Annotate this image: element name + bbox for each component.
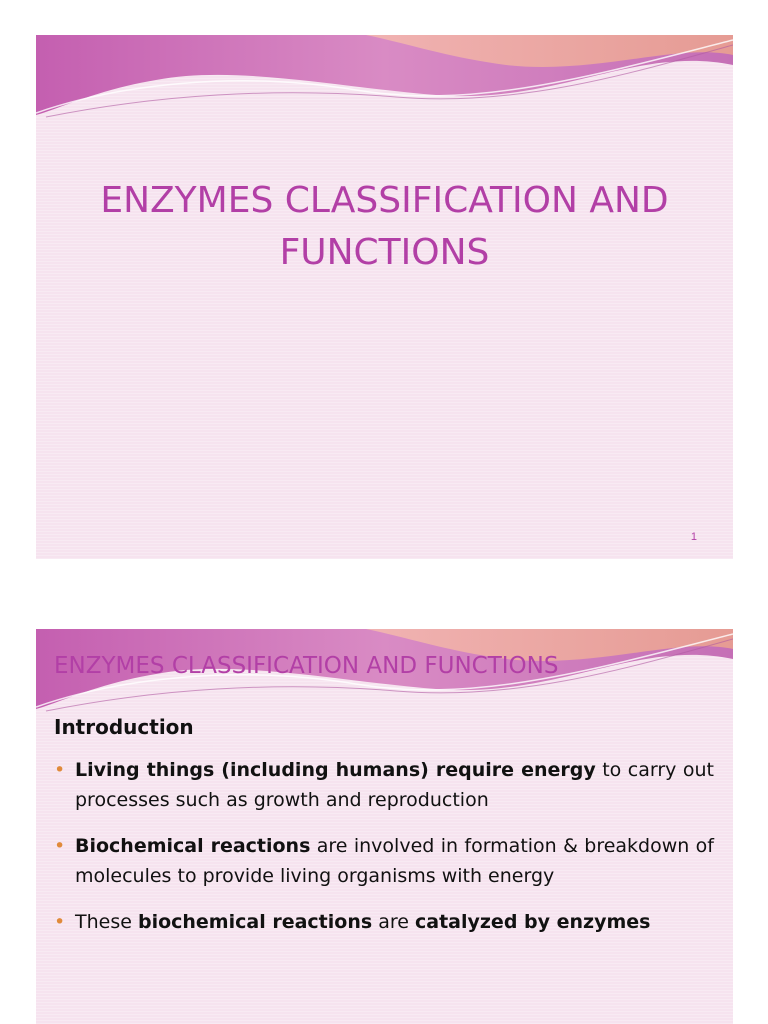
- slide-title-line-2: FUNCTIONS: [279, 232, 490, 273]
- slide-2: [36, 629, 733, 1024]
- bullet-text: are: [372, 911, 415, 933]
- bullet-item: [54, 755, 714, 815]
- bullet-text-bold: Living things (including humans) require energy: [75, 759, 596, 781]
- slide-1: [36, 35, 733, 559]
- slide-title-line-1: ENZYMES CLASSIFICATION AND: [100, 180, 669, 221]
- bullet-list: [54, 755, 714, 953]
- bullet-dot-icon: •: [54, 835, 66, 857]
- header-wave-decoration: [36, 35, 733, 155]
- bullet-item: [54, 907, 714, 937]
- section-heading: Introduction: [54, 715, 194, 739]
- page-number: 1: [690, 531, 697, 543]
- bullet-dot-icon: •: [54, 911, 66, 933]
- bullet-text: are involved in formation & breakdown of molecules to provide living organisms with energy: [75, 835, 714, 887]
- bullet-item: [54, 831, 714, 891]
- bullet-text: These: [75, 911, 138, 933]
- bullet-text: to carry out processes such as growth and reproduction: [75, 759, 714, 811]
- bullet-text-bold: catalyzed by enzymes: [414, 911, 651, 933]
- bullet-dot-icon: •: [54, 759, 66, 781]
- slide-title: [36, 175, 733, 279]
- slide-title: ENZYMES CLASSIFICATION AND FUNCTIONS: [54, 653, 559, 679]
- bullet-text-bold: biochemical reactions: [137, 911, 373, 933]
- bullet-text-bold: Biochemical reactions: [75, 835, 311, 857]
